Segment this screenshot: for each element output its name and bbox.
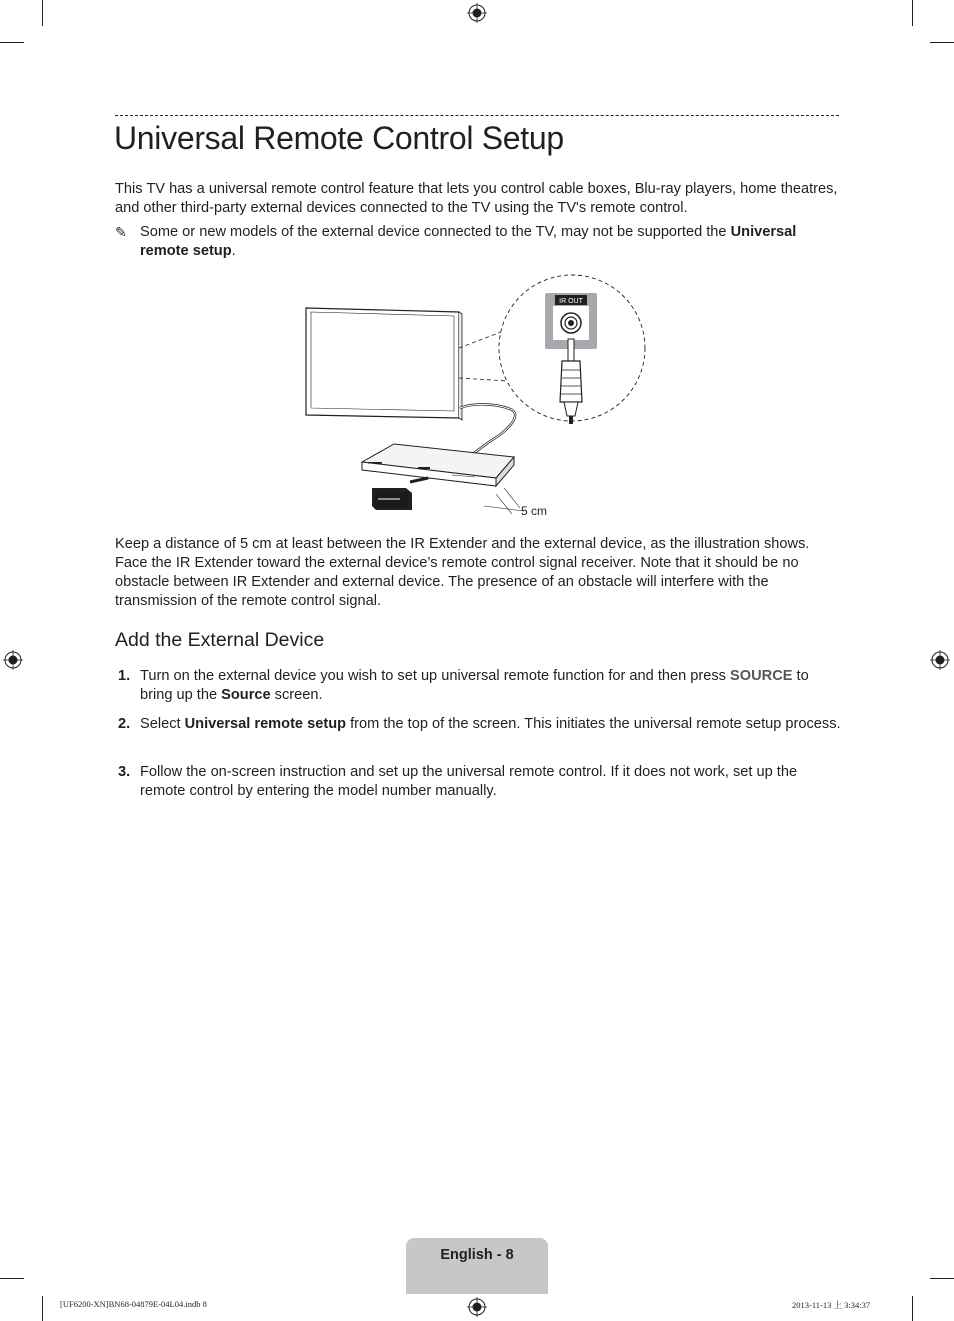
step-text: Select Universal remote setup from the top of the screen. This initiates the universal remote setup process. xyxy=(140,716,841,732)
step-item xyxy=(115,715,841,734)
crop-mark xyxy=(0,1278,24,1279)
registration-mark-icon xyxy=(467,3,487,23)
crop-mark xyxy=(930,1278,954,1279)
step-text: Turn on the external device you wish to set up universal remote function for and then press SOURCE to bring up the Source screen. xyxy=(140,668,809,703)
crop-mark xyxy=(930,42,954,43)
step-number: 1. xyxy=(118,668,131,684)
step-number: 2. xyxy=(118,716,131,732)
crop-mark xyxy=(42,0,43,26)
title-divider xyxy=(115,115,839,116)
tv-illustration xyxy=(306,308,462,420)
print-slug-left: [UF6200-XN]BN68-04879E-04L04.indb 8 xyxy=(60,1299,207,1309)
crop-mark xyxy=(0,42,24,43)
crop-mark xyxy=(912,1296,913,1321)
registration-mark-icon xyxy=(930,650,950,670)
registration-mark-icon xyxy=(467,1297,487,1317)
port-label: IR OUT xyxy=(559,298,583,305)
pencil-icon: ✎ xyxy=(115,224,127,240)
step-item xyxy=(115,667,841,705)
crop-mark xyxy=(42,1296,43,1321)
section-title: Add the External Device xyxy=(115,629,325,651)
step-text: Follow the on-screen instruction and set up the universal remote control. If it does not work, set up the remote control by entering the model number manually. xyxy=(140,764,798,799)
ir-extender-illustration-block xyxy=(372,478,428,510)
intro-paragraph: This TV has a universal remote control feature that lets you control cable boxes, Blu-ray players, home theatres, and other third-party external devices connected to the TV using the TV's remote control. xyxy=(115,181,838,216)
note-text: Some or new models of the external device connected to the TV, may not be supported the Universal remote setup. xyxy=(140,224,797,259)
distance-label: 5 cm xyxy=(521,504,548,518)
note xyxy=(115,223,841,261)
registration-mark-icon xyxy=(3,650,23,670)
page-title: Universal Remote Control Setup xyxy=(114,120,564,156)
page-number-tab xyxy=(406,1238,548,1294)
crop-mark xyxy=(912,0,913,26)
external-device-illustration xyxy=(362,444,514,486)
page-label: English - 8 xyxy=(440,1247,514,1263)
distance-paragraph: Keep a distance of 5 cm at least between the IR Extender and the external device, as the illustration shows. Face the IR Extender toward the external device’s remote control signal receiver. Note that it should be no obstacle between IR Extender and external device. The presence of an obstacle will interfere with the transmission of the remote control signal. xyxy=(115,536,810,609)
step-item xyxy=(115,763,841,801)
print-slug-right: 2013-11-13 上 3:34:37 xyxy=(792,1300,871,1310)
step-number: 3. xyxy=(118,764,131,780)
ir-extender-illustration xyxy=(300,270,660,530)
